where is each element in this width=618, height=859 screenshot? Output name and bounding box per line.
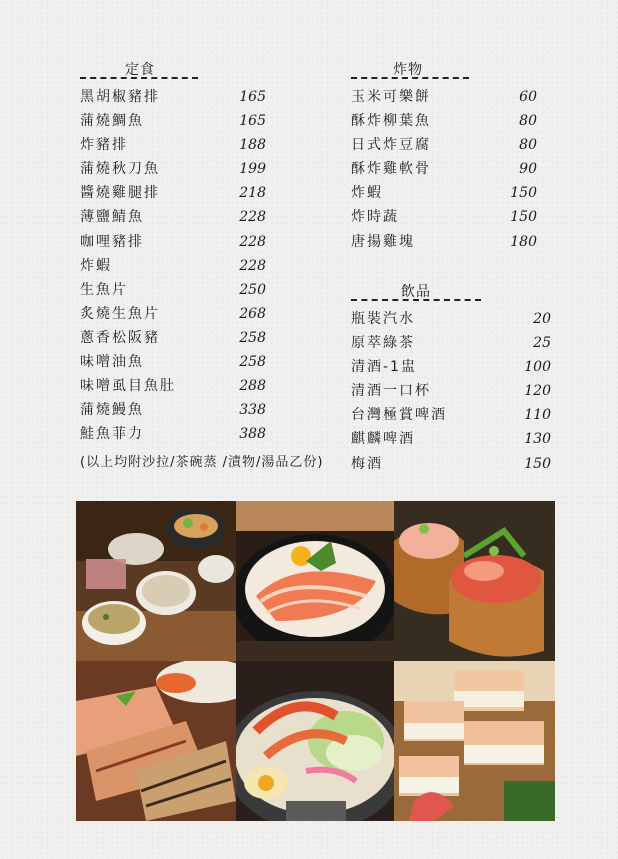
menu-item-name: 炙燒生魚片 xyxy=(80,305,160,322)
menu-item-price: 180 xyxy=(510,233,537,250)
menu-item xyxy=(80,280,266,304)
menu-item-name: 黑胡椒豬排 xyxy=(80,89,160,105)
menu-item-name: 酥炸雞軟骨 xyxy=(351,161,431,178)
menu-item xyxy=(351,207,537,231)
menu-item-price: 165 xyxy=(239,89,266,105)
menu-item-price: 388 xyxy=(239,426,266,443)
menu-item xyxy=(351,309,551,333)
menu-item xyxy=(80,424,266,448)
menu-item xyxy=(351,87,537,111)
teishoku-header xyxy=(80,59,266,87)
menu-item-price: 268 xyxy=(239,305,266,322)
menu-item-name: 原萃綠茶 xyxy=(351,335,415,352)
menu-item xyxy=(80,376,266,400)
menu-item-name: 玉米可樂餅 xyxy=(351,89,431,105)
salmon-don-photo xyxy=(236,501,394,661)
menu-item-name: 蒲燒鯛魚 xyxy=(80,113,144,130)
menu-item-price: 80 xyxy=(519,113,537,130)
menu-item-name: 醬燒雞腿排 xyxy=(80,185,160,202)
drinks-section xyxy=(351,281,551,478)
menu-item-name: 唐揚雞塊 xyxy=(351,233,415,250)
menu-item-price: 130 xyxy=(524,431,551,448)
menu-item-name: 蒲燒鰻魚 xyxy=(80,402,144,419)
menu-item-price: 100 xyxy=(524,359,551,376)
aburi-sushi-photo xyxy=(76,661,236,821)
menu-item xyxy=(351,381,551,405)
menu-item-price: 228 xyxy=(239,233,266,250)
menu-item xyxy=(80,328,266,352)
menu-item-price: 25 xyxy=(533,335,551,352)
teishoku-list xyxy=(80,87,266,448)
menu-item-name: 炸蝦 xyxy=(351,185,383,202)
teishoku-section xyxy=(80,59,266,448)
inari-sushi-photo xyxy=(394,501,555,661)
menu-item-price: 288 xyxy=(239,378,266,395)
fried-list xyxy=(351,87,537,256)
menu-item-price: 188 xyxy=(239,137,266,154)
menu-item xyxy=(351,357,551,381)
teishoku-set-photo xyxy=(76,501,236,661)
menu-item-name: 蒲燒秋刀魚 xyxy=(80,161,160,178)
menu-item xyxy=(80,111,266,135)
fried-title: 炸物 xyxy=(393,62,423,78)
menu-item-price: 258 xyxy=(239,354,266,371)
menu-item-name: 炸時蔬 xyxy=(351,209,399,226)
menu-item xyxy=(80,87,266,111)
menu-item-price: 218 xyxy=(239,185,266,202)
drinks-title: 飲品 xyxy=(401,284,431,300)
menu-item-name: 台灣極賞啤酒 xyxy=(351,407,447,424)
menu-item-price: 110 xyxy=(524,407,551,424)
menu-item xyxy=(351,111,537,135)
menu-item-price: 120 xyxy=(524,383,551,400)
pressed-sushi-photo xyxy=(394,661,555,821)
menu-item xyxy=(351,405,551,429)
menu-item-name: 炸豬排 xyxy=(80,137,128,154)
menu-item-name: 酥炸柳葉魚 xyxy=(351,113,431,130)
menu-item-name: 咖哩豬排 xyxy=(80,233,144,250)
menu-item-price: 338 xyxy=(239,402,266,419)
menu-item xyxy=(80,256,266,280)
menu-item xyxy=(351,454,551,478)
fried-header xyxy=(351,59,537,87)
menu-item-name: 味噌油魚 xyxy=(80,354,144,371)
menu-item-name: 清酒-1盅 xyxy=(351,359,417,376)
menu-item-price: 228 xyxy=(239,257,266,274)
divider xyxy=(80,77,198,79)
menu-item-name: 鮭魚菲力 xyxy=(80,426,144,443)
menu-item-price: 150 xyxy=(510,185,537,202)
menu-item xyxy=(351,183,537,207)
menu-item xyxy=(80,135,266,159)
drinks-header xyxy=(351,281,551,309)
menu-item-price: 199 xyxy=(239,161,266,178)
menu-item-price: 80 xyxy=(519,137,537,154)
teishoku-note: (以上均附沙拉/茶碗蒸 /漬物/湯品乙份) xyxy=(80,455,324,470)
menu-item xyxy=(351,135,537,159)
menu-item xyxy=(80,232,266,256)
menu-item xyxy=(80,183,266,207)
fried-section xyxy=(351,59,537,256)
menu-item-price: 250 xyxy=(239,281,266,298)
menu-item-price: 90 xyxy=(519,161,537,178)
menu-item-name: 梅酒 xyxy=(351,455,383,472)
menu-item xyxy=(351,159,537,183)
menu-item-price: 20 xyxy=(533,311,551,327)
menu-item-price: 150 xyxy=(510,209,537,226)
menu-item-price: 258 xyxy=(239,329,266,346)
menu-item-name: 麒麟啤酒 xyxy=(351,431,415,448)
menu-item-price: 165 xyxy=(239,113,266,130)
menu-item xyxy=(80,207,266,231)
menu-item xyxy=(80,352,266,376)
menu-item xyxy=(80,400,266,424)
menu-item-name: 味噌虱目魚肚 xyxy=(80,378,176,395)
menu-item-name: 清酒一口杯 xyxy=(351,383,431,400)
menu-item-name: 生魚片 xyxy=(80,281,128,298)
shrimp-ramen-photo xyxy=(236,661,394,821)
menu-item xyxy=(351,232,537,256)
menu-item-name: 瓶裝汽水 xyxy=(351,311,415,327)
menu-item-name: 薄鹽鯖魚 xyxy=(80,209,144,226)
menu-item-price: 60 xyxy=(519,89,537,105)
menu-item-name: 日式炸豆腐 xyxy=(351,137,431,154)
menu-item xyxy=(80,304,266,328)
food-photo-grid xyxy=(76,501,555,821)
menu-item-name: 炸蝦 xyxy=(80,257,112,274)
menu-item-name: 蔥香松阪豬 xyxy=(80,329,160,346)
divider xyxy=(351,299,481,301)
menu-item xyxy=(351,429,551,453)
menu-item-price: 228 xyxy=(239,209,266,226)
menu-item-price: 150 xyxy=(524,455,551,472)
divider xyxy=(351,77,469,79)
teishoku-title: 定食 xyxy=(125,62,155,78)
menu-item xyxy=(80,159,266,183)
drinks-list xyxy=(351,309,551,478)
menu-item xyxy=(351,333,551,357)
